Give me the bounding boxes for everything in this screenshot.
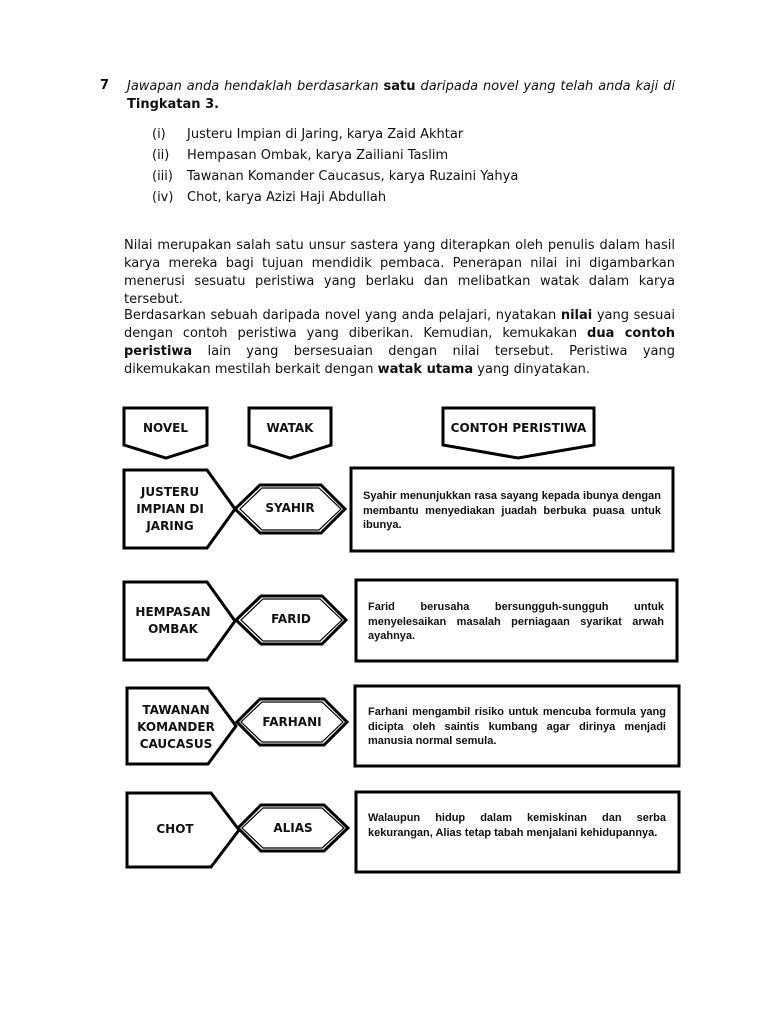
watak-label: FARHANI (262, 714, 322, 729)
event-text: Syahir menunjukkan rasa sayang kepada ibunya dengan membantu menyediakan juadah berbuka puasa untuk ibunya. (363, 490, 661, 531)
question-number: 7 (100, 78, 110, 93)
novel-label: CHOT (156, 821, 194, 836)
list-item: (iv) Chot, karya Azizi Haji Abdullah (152, 190, 387, 205)
event-text: Farhani mengambil risiko untuk mencuba formula yang dicipta oleh saintis kumbang agar dirinya menjadi manusia normal semula. (368, 706, 666, 747)
list-item: (iii) Tawanan Komander Caucasus, karya Ruzaini Yahya (152, 169, 519, 184)
task-paragraph: Berdasarkan sebuah daripada novel yang anda pelajari, nyatakan nilai yang sesuai dengan contoh peristiwa yang diberikan. Kemudian, kemukakan dua contoh peristiwa lain yang bersesuaian dengan nilai tersebut. Peristiwa yang dikemukakan mestilah berkait dengan watak utama yang dinyatakan. (124, 308, 676, 377)
header-novel: NOVEL (142, 421, 189, 435)
novel-label: TAWANAN KOMANDER CAUCASUS (137, 702, 215, 751)
header-contoh-peristiwa: CONTOH PERISTIWA (450, 421, 587, 435)
question-instruction: Jawapan anda hendaklah berdasarkan satu daripada novel yang telah anda kaji di Tingkatan 3. (127, 79, 675, 112)
novel-label: JUSTERU IMPIAN DI JARING (136, 484, 204, 533)
list-item: (i) Justeru Impian di Jaring, karya Zaid Akhtar (152, 127, 464, 142)
watak-label: ALIAS (273, 820, 313, 835)
event-text: Farid berusaha bersungguh-sungguh untuk menyelesaikan masalah perniagaan syarikat arwah ayahnya. (368, 601, 664, 642)
novel-label: HEMPASAN OMBAK (135, 605, 211, 636)
watak-label: FARID (271, 611, 311, 626)
watak-label: SYAHIR (265, 500, 315, 515)
intro-paragraph: Nilai merupakan salah satu unsur sastera yang diterapkan oleh penulis dalam hasil karya mereka bagi tujuan mendidik pembaca. Penerapan nilai ini digambarkan menerusi sesuatu peristiwa yang berlaku dan melibatkan watak dalam karya tersebut. (124, 238, 675, 307)
event-text: Walaupun hidup dalam kemiskinan dan serba kekurangan, Alias tetap tabah menjalani kehidupannya. (368, 812, 666, 839)
list-item: (ii) Hempasan Ombak, karya Zailiani Taslim (152, 148, 449, 163)
header-watak: WATAK (266, 421, 314, 435)
